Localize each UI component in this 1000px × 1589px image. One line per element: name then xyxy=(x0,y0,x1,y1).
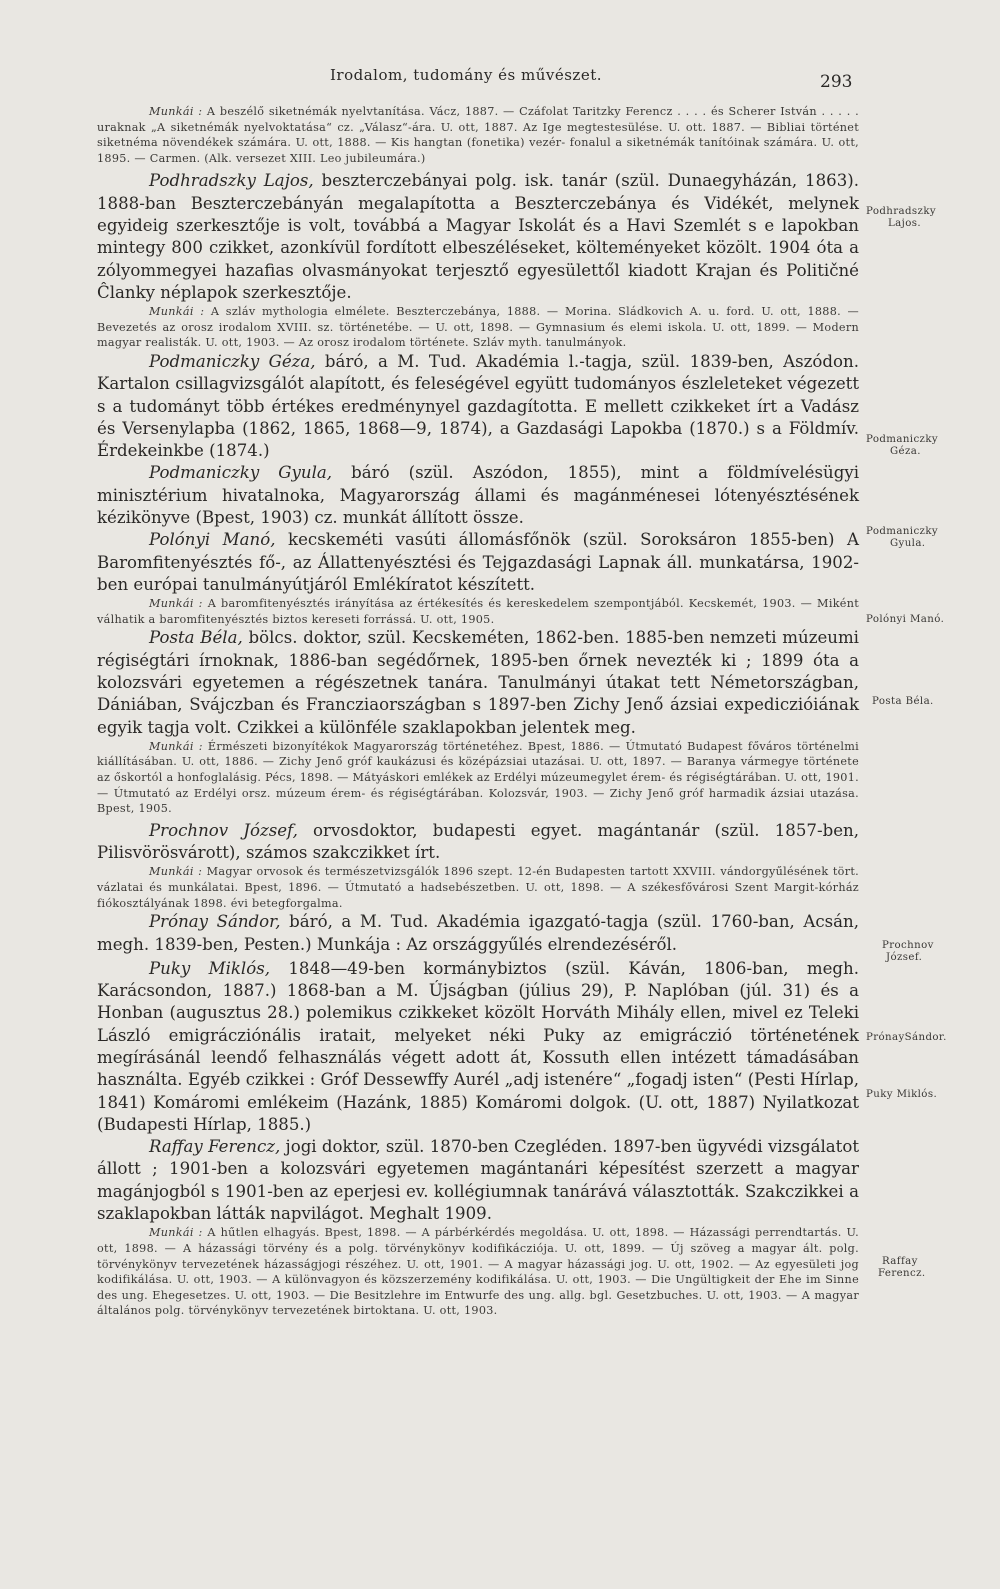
works-paragraph xyxy=(97,864,859,911)
entry-text: jogi doktor, szül. 1870-ben Czegléden. 1897-ben ügyvédi vizsgálatot állott ; 1901-ben a kolozsvári egyetemen magántanári képesítést szerzett a magyar magánjogból s 1901-ben az eperjesi ev. kollégiumnak tanárává választották. Szakczikkei a szaklapokban látták napvilágot. Meghalt 1909. xyxy=(97,1137,859,1224)
margin-note xyxy=(866,614,944,626)
entry-prochnov xyxy=(97,820,859,865)
works-text: Magyar orvosok és természetvizsgálók 1896 szept. 12-én Budapesten tartott XXVIII. vándorgyűlésének tört. vázlatai és munkálatai. Bpest, 1896. — Útmutató a hadsebészetben. U. ott, 1898. — A székesfővárosi Szent Margit-kórház fiókosztályának 1898. évi betegforgalma. xyxy=(97,865,859,910)
entry-text: orvosdoktor, budapesti egyet. magántanár (szül. 1857-ben, Pilisvörösvárott), számos szakczikket írt. xyxy=(97,820,859,863)
margin-note-line: Prochnov xyxy=(882,940,934,951)
margin-note-line: Ferencz. xyxy=(878,1268,926,1279)
text-column xyxy=(97,104,859,1319)
works-text: A baromfitenyésztés irányítása az értékesítés és kereskedelem szempontjából. Kecskemét, 1903. — Miként válhatik a baromfitenyésztés biztos kereseti forrássá. U. ott, 1905. xyxy=(97,597,859,626)
margin-note-line: Podhradszky xyxy=(866,206,937,217)
margin-note-line: Gyula. xyxy=(890,538,926,549)
entry-text: kecskeméti vasúti állomásfőnök (szül. Soroksáron 1855-ben) A Baromfitenyésztés fő-, az Állattenyésztési és Tejgazdasági Lapnak áll. munkatársa, 1902-ben európai tanulmányútjáról Emlékíratot készített. xyxy=(97,530,859,594)
entry-text: báró, a M. Tud. Akadémia igazgató-tagja (szül. 1760-ban, Acsán, megh. 1839-ben, Pesten.) Munkája : Az országgyűlés elrendezéséről. xyxy=(97,912,859,954)
entry-pronay xyxy=(97,911,859,956)
margin-note-line: Raffay xyxy=(882,1256,918,1267)
entry-text: beszterczebányai polg. isk. tanár (szül. Dunaegyházán, 1863). 1888-ban Beszterczebányán megalapította a Beszterczebánya és Vidékét, melynek egyideig szerkesztője is volt, továbbá a Magyar Iskolát és a Havi Szemlét s e lapokban mintegy 800 czikket, azonkívül fordított elbeszéléseket, költeményeket közölt. 1904 óta a zólyommegyei hazafias olvasmányokat terjesztő egyesülettől kiadott Krajan és Političné Ĉlanky néplapok szerkesztője. xyxy=(97,171,860,302)
entry-name: Polónyi Manó, xyxy=(149,530,276,550)
entry-text: 1848—49-ben kormánybiztos (szül. Káván, 1806-ban, megh. Karácsondon, 1887.) 1868-ban a M. Újságban (július 29), P. Naplóban (júl. 31) és a Honban (augusztus 28.) polemikus czikkeket közölt Horváth Mihály ellen, mivel ez Teleki László emigrácziónális iratait, melyeket néki Puky az emigráczió történetének megírásánál leendő felhasználás végett adott át, Kossuth ellen intézett támadásában használta. Egyéb czikkei : Gróf Dessewffy Aurél „adj istenére“ „fogadj isten“ (Pesti Hírlap, 1841) Komáromi emlékeim (Hazánk, 1885) Komáromi dolgok. (U. ott, 1887) Nyilatkozat (Budapesti Hírlap, 1885.) xyxy=(97,958,860,1134)
works-paragraph xyxy=(97,104,859,166)
works-lead: Munkái : xyxy=(149,1226,203,1240)
margin-note xyxy=(866,206,936,230)
running-title: Irodalom, tudomány és művészet. xyxy=(330,66,603,84)
works-text: A beszélő siketnémák nyelvtanítása. Vácz, 1887. — Czáfolat Taritzky Ferencz . . . . és Scherer István . . . . . uraknak „A siketnémák nyelvoktatása“ cz. „Válasz“-ára. U. ott, 1887. Az Ige megtestesülése. U. ott. 1887. — Bibliai történet siketnéma növendékek számára. U. ott, 1888. — Kis hangtan (fonetika) vezér- fonalul a siketnémák tanítóinak számára. U. ott, 1895. — Carmen. (Alk. versezet XIII. Leo jubileumára.) xyxy=(97,105,859,165)
works-paragraph xyxy=(97,739,859,817)
entry-podhradszky xyxy=(97,170,859,304)
works-text: A szláv mythologia elmélete. Beszterczebánya, 1888. — Morina. Sládkovich A. u. ford. U. ott, 1888. — Bevezetés az orosz irodalom XVIII. sz. történetébe. — U. ott, 1898. — Gymnasium és elemi iskola. U. ott, 1899. — Modern magyar realisták. U. ott, 1903. — Az orosz irodalom története. Szláv myth. tanulmányok. xyxy=(97,305,859,350)
entry-podmaniczky-gyula xyxy=(97,462,859,529)
entry-text: báró (szül. Aszódon, 1855), mint a földmívelésügyi minisztérium hivatalnoka, Magyarország állami és magánménesei lótenyésztésének kézikönyve (Bpest, 1903) cz. munkát állított össze. xyxy=(97,463,859,528)
works-lead: Munkái : xyxy=(149,739,203,753)
entry-polonyi xyxy=(97,529,859,596)
margin-note-line: Podmaniczky xyxy=(866,434,939,445)
entry-text: bölcs. doktor, szül. Kecskeméten, 1862-ben. 1885-ben nemzeti múzeumi régiségtári írnoknak, 1886-ban segédőrnek, 1895-ben őrnek nevezték ki ; 1899 óta a kolozsvári egyetemen a régészetnek tanára. Tanulmányi útakat tett Németországban, Dániában, Svájczban és Francziaországban s 1897-ben Zichy Jenő ázsiai expediczióiának egyik tagja volt. Czikkei a különféle szaklapokban jelentek meg. xyxy=(97,628,859,737)
margin-note xyxy=(866,526,938,550)
entry-name: Raffay Ferencz, xyxy=(149,1137,281,1157)
works-paragraph xyxy=(97,304,859,351)
margin-note-line: Posta Béla. xyxy=(872,696,934,707)
margin-note xyxy=(866,940,934,964)
page-header xyxy=(0,66,1000,90)
margin-note xyxy=(866,1256,926,1280)
margin-note-line: Polónyi Manó. xyxy=(866,614,945,625)
margin-note-line: Podmaniczky xyxy=(866,526,939,537)
works-lead: Munkái : xyxy=(149,305,205,319)
works-text: A hűtlen elhagyás. Bpest, 1898. — A párbérkérdés megoldása. U. ott, 1898. — Házassági perrendtartás. U. ott, 1898. — A házassági törvény és a polg. törvénykönyv kodifikácziója. U. ott, 1899. — Új szöveg a magyar ált. polg. törvénykönyv tervezetének házasságjogi részéhez. U. ott, 1901. — A magyar házassági jog. U. ott, 1902. — Az egyesületi jog kodifikálása. U. ott, 1903. — A különvagyon és közszerzemény kodifikálása. U. ott, 1903. — Die Ungültigkeit der Ehe im Sinne des ung. Ehegesetzes. U. ott, 1903. — Die Besitzlehre im Entwurfe des ung. allg. bgl. Gesetzbuches. U. ott, 1903. — A magyar általános polg. törvénykönyv tervezetének birtoktana. U. ott, 1903. xyxy=(97,1226,859,1318)
margin-note-line: József. xyxy=(886,952,923,963)
margin-note-line: Géza. xyxy=(890,446,921,457)
entry-podmaniczky-geza xyxy=(97,351,859,462)
margin-note-line: Puky Miklós. xyxy=(866,1089,938,1100)
works-lead: Munkái : xyxy=(149,105,203,118)
page-number: 293 xyxy=(820,72,853,92)
works-text: Érmészeti bizonyítékok Magyarország történetéhez. Bpest, 1886. — Útmutató Budapest főváros történelmi kiállításában. U. ott, 1886. — Zichy Jenő gróf kaukázusi és középázsiai utazásai. U. ott, 1897. — Baranya vármegye története az őskortól a honfoglalásig. Pécs, 1898. — Mátyáskori emlékek az Erdélyi múzeumegylet érem- és régiségtárában. U. ott, 1901. — Útmutató az Erdélyi orsz. múzeum érem- és régiségtárában. Kolozsvár, 1903. — Zichy Jenő gróf harmadik ázsiai utazása. Bpest, 1905. xyxy=(97,739,859,816)
entry-text: báró, a M. Tud. Akadémia l.-tagja, szül. 1839-ben, Aszódon. Kartalon csillagvizsgálót alapított, és feleségével együtt tudományos észleleteket végezett s a tudományt több értékes eredménynyel gazdagította. E mellett czikkeket írt a Vadász és Versenylapba (1862, 1865, 1868—9, 1874), a Gazdasági Lapokba (1870.) s a Földmív. Érdekeinkbe (1874.) xyxy=(97,351,859,461)
entry-name: Prónay Sándor, xyxy=(149,912,281,932)
entry-puky xyxy=(97,958,859,1136)
entry-name: Posta Béla, xyxy=(149,628,243,648)
margin-note-line: Lajos. xyxy=(888,218,921,229)
works-paragraph xyxy=(97,596,859,627)
margin-note-line: PrónaySándor. xyxy=(866,1032,947,1043)
entry-name: Puky Miklós, xyxy=(149,958,271,978)
margin-note xyxy=(866,1032,947,1044)
works-lead: Munkái : xyxy=(149,597,203,611)
entry-posta xyxy=(97,627,859,738)
margin-note xyxy=(866,434,938,458)
entry-name: Prochnov József, xyxy=(149,820,298,840)
entry-raffay xyxy=(97,1136,859,1225)
margin-note xyxy=(866,1089,937,1101)
entry-name: Podmaniczky Gyula, xyxy=(149,463,333,483)
works-lead: Munkái : xyxy=(149,865,203,879)
margin-note xyxy=(866,696,934,708)
entry-name: Podhradszky Lajos, xyxy=(149,171,314,191)
works-paragraph xyxy=(97,1225,859,1319)
entry-name: Podmaniczky Géza, xyxy=(149,351,316,371)
